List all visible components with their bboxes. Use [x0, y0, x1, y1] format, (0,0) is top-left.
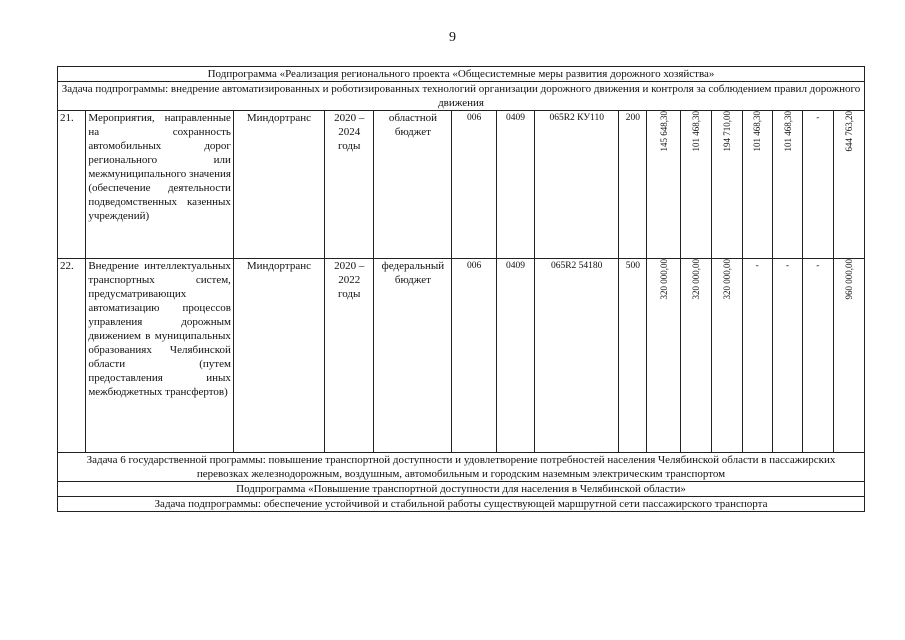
- row-amount-total: 960 000,00: [833, 259, 865, 453]
- row-amount-year-2: 320 000,00: [680, 259, 711, 453]
- row-period: 2020 – 2022 годы: [324, 259, 374, 453]
- row-amount-year-3: 194 710,00: [712, 111, 742, 259]
- row-amount-year-3: 320 000,00: [712, 259, 742, 453]
- subprogram-header-2: Подпрограмма «Повышение транспортной доступности для населения в Челябинской области»: [58, 482, 865, 497]
- row-amount-year-2: 101 468,30: [680, 111, 711, 259]
- row-amount-year-5: 101 468,30: [772, 111, 802, 259]
- row-amount-year-1: 145 648,30: [647, 111, 680, 259]
- row-number: 22.: [58, 259, 86, 453]
- row-funding-source: областной бюджет: [374, 111, 452, 259]
- row-code-expense: 500: [619, 259, 647, 453]
- row-code-ministry: 006: [452, 259, 496, 453]
- row-code-section: 0409: [496, 259, 534, 453]
- row-executor: Миндортранс: [233, 259, 324, 453]
- state-program-task-6: Задача 6 государственной программы: повышение транспортной доступности и удовлетворение потребностей населения Челябинской области в пассажирских перевозках железнодорожным, воздушным, автомобильным и городским наземным электрическим транспортом: [58, 453, 865, 482]
- table-row: [58, 111, 865, 259]
- row-description: Внедрение интеллектуальных транспортных систем, предусматривающих автоматизацию процессов управления дорожным движением в муниципальных образованиях Челябинской области (путем предоставления иных межбюджетных трансфертов): [86, 259, 234, 453]
- row-code-expense: 200: [619, 111, 647, 259]
- program-table: [57, 66, 865, 512]
- row-amount-year-6: -: [803, 259, 833, 453]
- page-number: 9: [449, 30, 456, 45]
- row-number: 21.: [58, 111, 86, 259]
- subprogram-header-1: Подпрограмма «Реализация регионального проекта «Общесистемные меры развития дорожного хозяйства»: [58, 67, 865, 82]
- row-funding-source: федеральный бюджет: [374, 259, 452, 453]
- row-amount-total: 644 763,20: [833, 111, 865, 259]
- row-description: Мероприятия, направленные на сохранность автомобильных дорог регионального или межмуниципального значения (обеспечение деятельности подведомственных казенных учреждений): [86, 111, 234, 259]
- table-row: [58, 259, 865, 453]
- row-code-ministry: 006: [452, 111, 496, 259]
- row-amount-year-6: -: [803, 111, 833, 259]
- row-executor: Миндортранс: [233, 111, 324, 259]
- subprogram-task-2: Задача подпрограммы: обеспечение устойчивой и стабильной работы существующей маршрутной сети пассажирского транспорта: [58, 497, 865, 512]
- row-code-target: 065R2 КУ110: [535, 111, 619, 259]
- subprogram-task-1: Задача подпрограммы: внедрение автоматизированных и роботизированных технологий организации дорожного движения и контроля за соблюдением правил дорожного движения: [58, 82, 865, 111]
- row-code-target: 065R2 54180: [535, 259, 619, 453]
- row-amount-year-1: 320 000,00: [647, 259, 680, 453]
- row-amount-year-5: -: [772, 259, 802, 453]
- row-amount-year-4: 101 468,30: [742, 111, 772, 259]
- row-amount-year-4: -: [742, 259, 772, 453]
- row-code-section: 0409: [496, 111, 534, 259]
- row-period: 2020 – 2024 годы: [324, 111, 374, 259]
